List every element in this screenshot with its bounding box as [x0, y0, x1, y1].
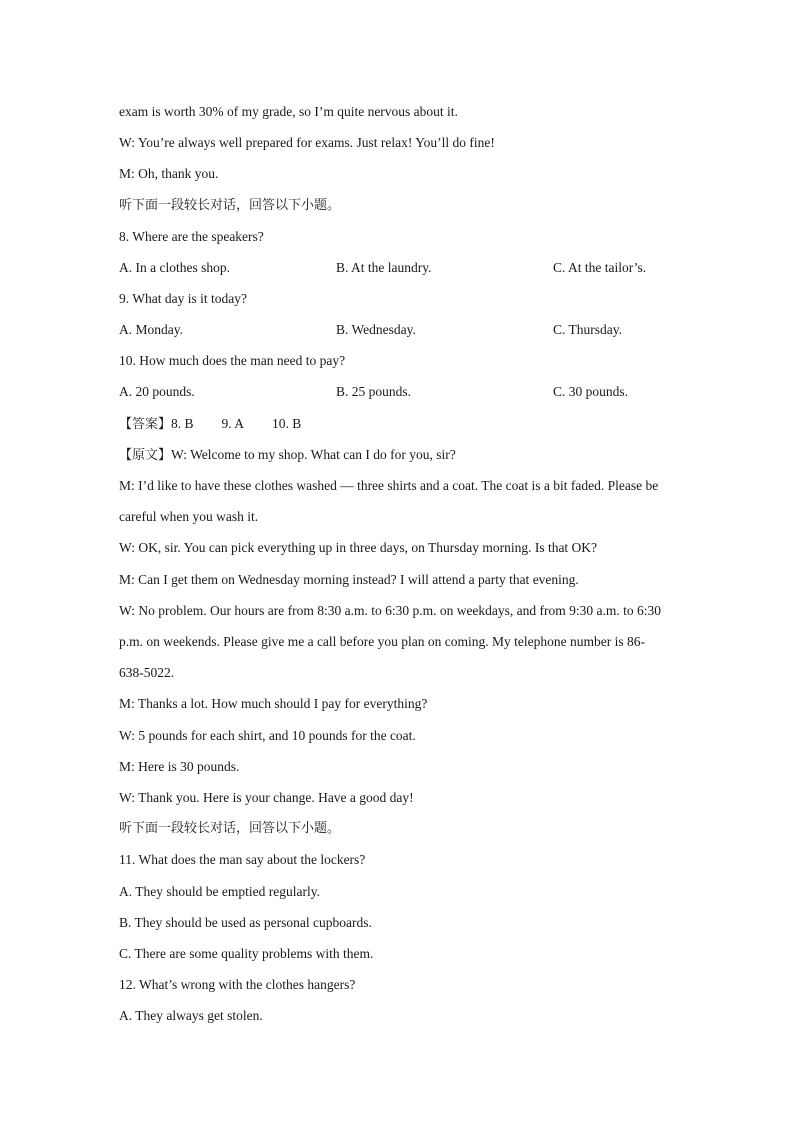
q9-option-b: B. Wednesday.: [336, 322, 416, 337]
transcript-line: careful when you wash it.: [119, 509, 259, 524]
q10-option-a: A. 20 pounds.: [119, 384, 195, 399]
q10-option-c: C. 30 pounds.: [553, 384, 629, 399]
q8-option-c: C. At the tailor’s.: [553, 260, 647, 275]
answer-label: 【答案】: [119, 417, 172, 432]
answer-line: [119, 415, 301, 434]
q11-option-b: B. They should be used as personal cupboards.: [119, 915, 372, 930]
transcript-line: W: No problem. Our hours are from 8:30 a.m. to 6:30 p.m. on weekdays, and from 9:30 a.m. to 6:30: [119, 603, 662, 618]
section-instruction: 听下面一段较长对话，回答以下小题。: [119, 821, 341, 836]
question-12: 12. What’s wrong with the clothes hangers?: [119, 977, 356, 992]
transcript-line: W: Welcome to my shop. What can I do for you, sir?: [171, 447, 456, 462]
transcript-line: 638-5022.: [119, 665, 175, 680]
transcript-line: p.m. on weekends. Please give me a call before you plan on coming. My telephone number is 86-: [119, 634, 645, 649]
q8-option-a: A. In a clothes shop.: [119, 260, 230, 275]
original-text-line: [119, 446, 456, 465]
original-label: 【原文】: [119, 448, 172, 463]
transcript-line: W: Thank you. Here is your change. Have a good day!: [119, 790, 414, 805]
q8-option-b: B. At the laundry.: [336, 260, 432, 275]
transcript-line: M: Oh, thank you.: [119, 166, 219, 181]
transcript-line: M: Can I get them on Wednesday morning instead? I will attend a party that evening.: [119, 572, 579, 587]
q11-option-c: C. There are some quality problems with them.: [119, 946, 374, 961]
transcript-line: W: 5 pounds for each shirt, and 10 pounds for the coat.: [119, 728, 416, 743]
section-instruction: 听下面一段较长对话，回答以下小题。: [119, 198, 341, 213]
q9-option-c: C. Thursday.: [553, 322, 622, 337]
answer-8: 8. B: [171, 416, 194, 431]
question-11: 11. What does the man say about the lockers?: [119, 852, 366, 867]
transcript-line: W: OK, sir. You can pick everything up in three days, on Thursday morning. Is that OK?: [119, 540, 598, 555]
q9-option-a: A. Monday.: [119, 322, 183, 337]
transcript-line: M: Thanks a lot. How much should I pay for everything?: [119, 696, 428, 711]
q11-option-a: A. They should be emptied regularly.: [119, 884, 320, 899]
answer-9: 9. A: [221, 416, 245, 431]
answer-10: 10. B: [272, 416, 302, 431]
transcript-line: M: Here is 30 pounds.: [119, 759, 240, 774]
question-9: 9. What day is it today?: [119, 291, 247, 306]
transcript-line: W: You’re always well prepared for exams. Just relax! You’ll do fine!: [119, 135, 495, 150]
q10-option-b: B. 25 pounds.: [336, 384, 412, 399]
question-8: 8. Where are the speakers?: [119, 229, 264, 244]
question-10: 10. How much does the man need to pay?: [119, 353, 346, 368]
transcript-line: exam is worth 30% of my grade, so I’m quite nervous about it.: [119, 104, 458, 119]
transcript-line: M: I’d like to have these clothes washed — three shirts and a coat. The coat is a bit faded. Please be: [119, 478, 659, 493]
q12-option-a: A. They always get stolen.: [119, 1008, 263, 1023]
